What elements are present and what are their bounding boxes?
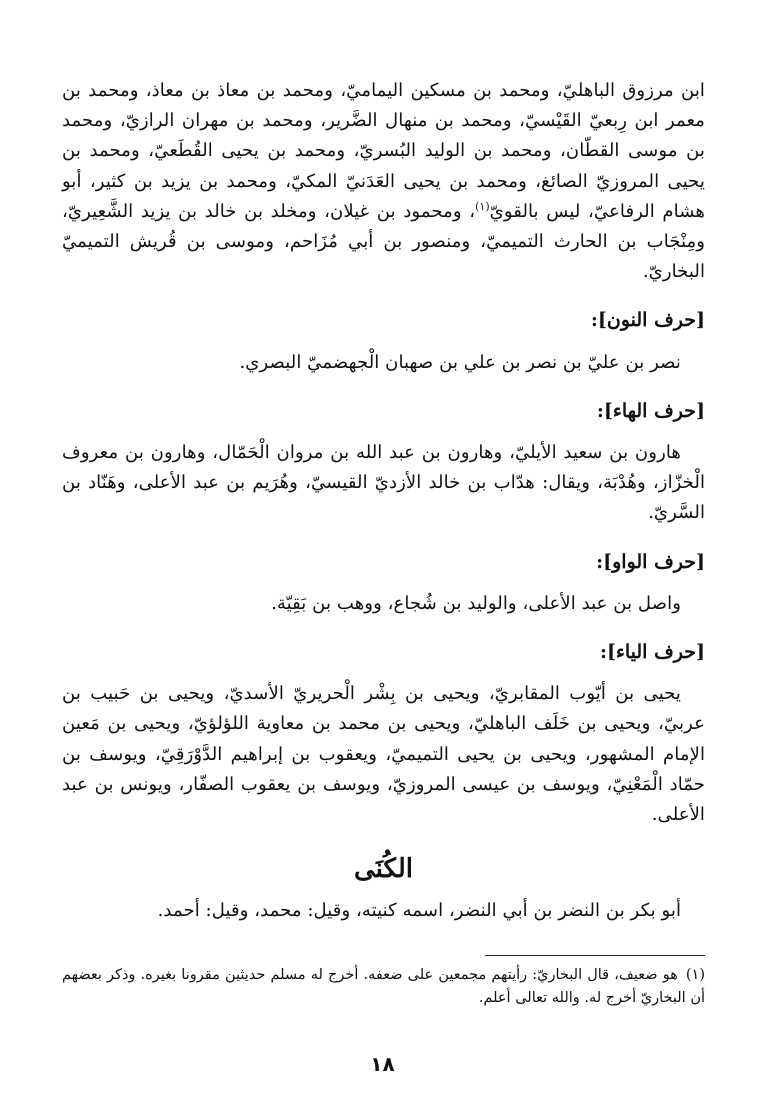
paragraph-ya: يحيى بن أيّوب المقابريّ، ويحيى بن بِشْر الْحريريّ الأسديّ، ويحيى بن حَبيب بن عربيّ، ويحيى بن خَلَف الباهليّ، ويحيى بن محمد بن معاوية اللؤلؤيّ، ويحيى بن مَعين الإمام المشهور، ويحيى بن يحيى التميميّ، ويعقوب بن إبراهيم الدَّوْرَقِيّ، ويوسف بن حمّاد الْمَعْنِيّ، ويوسف بن عيسى المروزيّ، ويوسف بن يعقوب الصفّار، ويونس بن عبد الأعلى. xyxy=(62,683,705,826)
heading-kuna: الكُنَى xyxy=(353,854,414,885)
main-text xyxy=(62,76,705,926)
footnote-divider xyxy=(485,955,705,956)
paragraph-ha: هارون بن سعيد الأيليّ، وهارون بن عبد الله بن مروان الْحَمّال، وهارون بن معروف الْخزّاز، وهُدْبَة، ويقال: هدّاب بن خالد الأزديّ القيسيّ، وهُرَيم بن عبد الأعلى، وهَنّاد بن السَّريّ. xyxy=(62,442,705,524)
footnote-text: هو ضعيف، قال البخاريّ: رأيتهم مجمعين على ضعفه. أخرج له مسلم حديثين مقرونا بغيره. وذكر بعضهم أن البخاريّ أخرج له. والله تعالى أعلم. xyxy=(62,967,705,1006)
paragraph-mim xyxy=(62,76,705,287)
paragraph-mim-text: ابن مرزوق الباهليّ، ومحمد بن مسكين اليماميّ، ومحمد بن معاذ بن معاذ، ومحمد بن معمر ابن رِبعيّ القَيْسيّ، ومحمد بن منهال الضَّرير، ومحمد بن مهران الرازيّ، ومحمد بن موسى القطّان، ومحمد بن الوليد البُسريّ، ومحمد بن يحيى القُطَعيّ، ومحمد بن يحيى المروزيّ الصائغ، ومحمد بن يحيى العَدَنيّ المكيّ، ومحمد بن يزيد بن كثير، أبو هشام الرفاعيّ، ليس بالقويّ xyxy=(62,80,706,222)
paragraph-waw: واصل بن عبد الأعلى، والوليد بن شُجاع، ووهب بن بَقِيّة. xyxy=(271,592,681,614)
paragraph-mim-continuation: ، ومحمود بن غيلان، ومخلد بن خالد بن يزيد الشَّعِيريّ، ومِنْجَاب بن الحارث التميميّ، ومنصور بن أبي مُزَاحم، وموسى بن قُريش التميميّ البخاريّ. xyxy=(62,200,705,283)
heading-waw: [حرف الواو]: xyxy=(596,550,705,573)
footnote xyxy=(62,964,705,1010)
paragraph-kuna: أبو بكر بن النضر بن أبي النضر، اسمه كنيته، وقيل: محمد، وقيل: أحمد. xyxy=(157,900,681,922)
heading-ya: [حرف الياء]: xyxy=(599,641,705,664)
paragraph-nun: نصر بن عليّ بن نصر بن علي بن صهبان الْجهضميّ البصري. xyxy=(239,351,681,373)
heading-nun: [حرف النون]: xyxy=(590,309,705,332)
footnote-reference[interactable]: (١) xyxy=(475,199,490,213)
page-number: ١٨ xyxy=(370,1052,395,1076)
heading-ha: [حرف الهاء]: xyxy=(596,399,705,422)
footnote-number: (١) xyxy=(685,967,705,983)
